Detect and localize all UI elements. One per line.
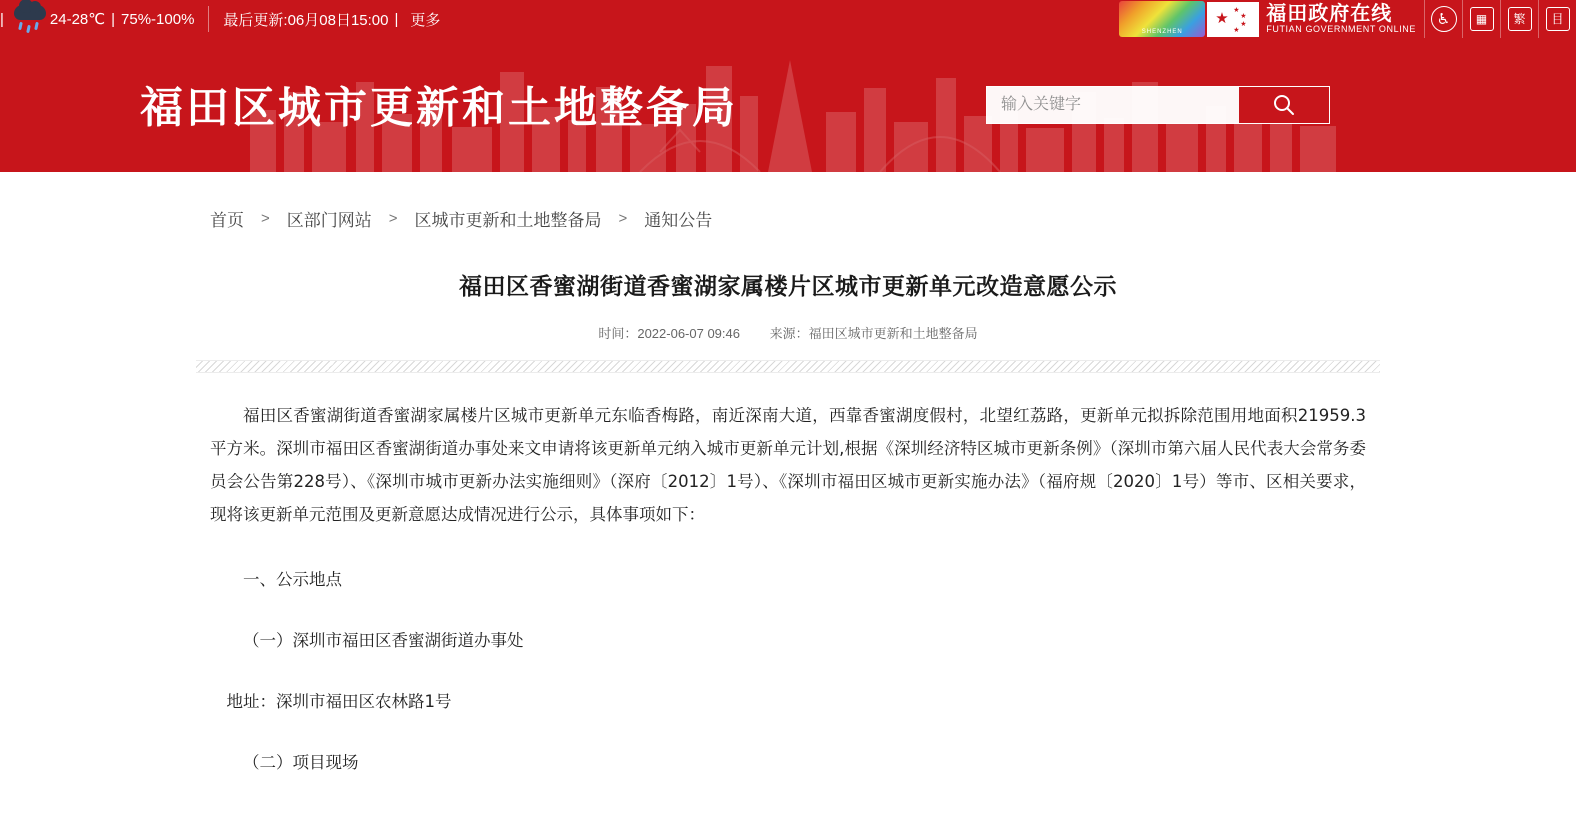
shenzhen-emblem-icon [1119, 1, 1205, 37]
china-flag-icon: ★ ★ ★ ★ ★ [1207, 2, 1259, 37]
rain-cloud-icon [10, 2, 50, 36]
gov-title-block [1266, 4, 1416, 34]
temperature-text: 24-28℃ [49, 11, 106, 28]
article-paragraph: 福田区香蜜湖街道香蜜湖家属楼片区城市更新单元东临香梅路，南近深南大道，西靠香蜜湖度假村，北望红荔路，更新单元拟拆除范围用地面积21959.3平方米。深圳市福田区香蜜湖街道办事处来文申请将该更新单元纳入城市更新单元计划,根据《深圳经济特区城市更新条例》（深圳市第六届人民代表大会常务委员会公告第228号）、《深圳市城市更新办法实施细则》（深府〔2012〕1号）、《深圳市福田区城市更新实施办法》（福府规〔2020〕1号）等市、区相关要求，现将该更新单元范围及更新意愿达成情况进行公示，具体事项如下： [210, 406, 1366, 524]
search-box[interactable] [986, 86, 1330, 124]
top-utility-bar [0, 0, 1576, 38]
divider-hatched [196, 360, 1380, 373]
accessibility-glyph: ♿ [1431, 6, 1457, 32]
last-update-text: 最后更新:06月08日15:00 [223, 11, 389, 29]
topbar-divider [208, 6, 209, 32]
gov-title-cn: 福田政府在线 [1266, 2, 1393, 25]
article-source: 来源：福田区城市更新和土地整备局 [769, 326, 978, 341]
article-paragraph: （二）项目现场 [243, 753, 359, 772]
search-input[interactable] [987, 87, 1239, 123]
article-body [188, 373, 1388, 779]
breadcrumb-sep-2: > [388, 209, 398, 227]
calendar-icon[interactable] [1538, 0, 1576, 38]
article-time: 时间：2022-06-07 09:46 [598, 326, 740, 341]
main-content [188, 172, 1388, 779]
article-paragraph: 一、公示地点 [243, 570, 342, 589]
article-meta [188, 301, 1388, 358]
breadcrumb-item-bureau[interactable]: 区城市更新和土地整备局 [414, 210, 602, 230]
gov-online-logo[interactable] [1119, 1, 1416, 37]
page-title: 福田区城市更新和土地整备局 [140, 83, 738, 134]
traditional-glyph: 繁 [1508, 7, 1532, 31]
article-paragraph: （一）深圳市福田区香蜜湖街道办事处 [243, 631, 524, 650]
site-header-banner [0, 38, 1576, 172]
calendar-glyph: 目 [1546, 7, 1570, 31]
breadcrumb-sep-3: > [618, 209, 628, 227]
article-paragraph: 地址：深圳市福田区农林路1号 [226, 692, 452, 711]
gov-title-en: FUTIAN GOVERNMENT ONLINE [1266, 23, 1416, 34]
traditional-chinese-icon[interactable] [1500, 0, 1538, 38]
topbar-sep-2: | [394, 10, 399, 28]
emblem-text: SHENZHEN [1141, 29, 1183, 35]
wechat-qr-icon[interactable] [1462, 0, 1500, 38]
more-link[interactable]: 更多 [410, 11, 441, 29]
search-icon [1271, 92, 1297, 118]
humidity-text: 75%-100% [121, 10, 195, 28]
accessibility-icon[interactable] [1424, 0, 1462, 38]
topbar-right-group [1119, 0, 1576, 38]
article-title: 福田区香蜜湖街道香蜜湖家属楼片区城市更新单元改造意愿公示 [459, 273, 1117, 299]
breadcrumb [188, 182, 1388, 254]
breadcrumb-item-departments[interactable]: 区部门网站 [286, 210, 372, 230]
breadcrumb-item-home[interactable]: 首页 [210, 210, 244, 230]
left-divider: | [0, 10, 4, 28]
weather-sep: | [111, 10, 116, 28]
search-button[interactable] [1239, 87, 1329, 123]
breadcrumb-sep-1: > [261, 209, 270, 227]
breadcrumb-item-notices[interactable]: 通知公告 [644, 210, 713, 230]
wechat-qr-glyph: ▦ [1470, 7, 1494, 31]
